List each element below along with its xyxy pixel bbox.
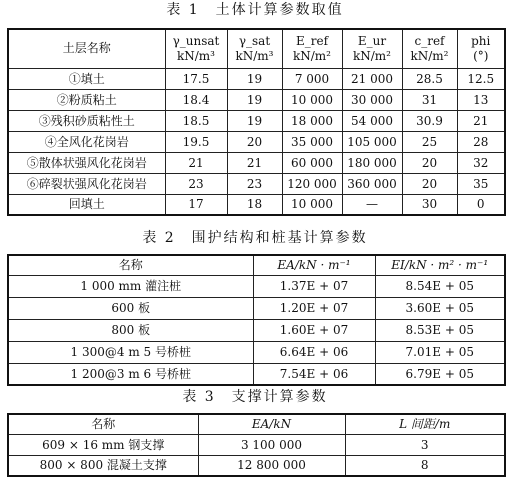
table-row xyxy=(8,194,505,215)
cell: 23 xyxy=(165,173,227,194)
cell: 8 xyxy=(345,455,505,476)
cell: 10 000 xyxy=(282,89,342,110)
col-header-name: 名称 xyxy=(8,414,198,434)
cell: 17.5 xyxy=(165,68,227,89)
retaining-structure-table xyxy=(7,254,506,386)
col-header-ea: EA/kN · m⁻¹ xyxy=(253,255,375,275)
cell: 19 xyxy=(227,89,282,110)
table-row xyxy=(8,434,505,455)
cell: 12 800 000 xyxy=(198,455,345,476)
table-row xyxy=(8,455,505,476)
cell-soil-name: ④全风化花岗岩 xyxy=(8,131,165,152)
support-parameters-table xyxy=(7,413,506,477)
col-header-ea: EA/kN xyxy=(198,414,345,434)
cell: 6.64E + 06 xyxy=(253,341,375,363)
cell-name: 1 200@3 m 6 号桥桩 xyxy=(8,363,253,385)
cell: 3 xyxy=(345,434,505,455)
cell: — xyxy=(342,194,402,215)
cell: 120 000 xyxy=(282,173,342,194)
table-row xyxy=(8,152,505,173)
cell: 31 xyxy=(402,89,457,110)
col-header-gamma-sat: γ_sat kN/m³ xyxy=(227,29,282,68)
table1-header-row xyxy=(8,29,505,68)
cell-name: 1 300@4 m 5 号桥桩 xyxy=(8,341,253,363)
cell: 21 xyxy=(457,110,505,131)
cell: 1.20E + 07 xyxy=(253,297,375,319)
cell: 8.54E + 05 xyxy=(375,275,505,297)
cell: 19 xyxy=(227,68,282,89)
col-header-ei: EI/kN · m² · m⁻¹ xyxy=(375,255,505,275)
col-header-phi: phi (°) xyxy=(457,29,505,68)
cell: 60 000 xyxy=(282,152,342,173)
cell: 21 xyxy=(227,152,282,173)
table-row xyxy=(8,297,505,319)
col-header-spacing: L 间距/m xyxy=(345,414,505,434)
table-row xyxy=(8,173,505,194)
cell: 7.01E + 05 xyxy=(375,341,505,363)
table2-caption: 表 2 围护结构和桩基计算参数 xyxy=(142,230,368,246)
cell: 10 000 xyxy=(282,194,342,215)
cell-name: 600 板 xyxy=(8,297,253,319)
cell: 30.9 xyxy=(402,110,457,131)
table-row xyxy=(8,131,505,152)
cell: 35 000 xyxy=(282,131,342,152)
cell: 20 xyxy=(227,131,282,152)
cell: 18 xyxy=(227,194,282,215)
table-row xyxy=(8,68,505,89)
col-header-soil-layer: 土层名称 xyxy=(8,29,165,68)
cell: 7 000 xyxy=(282,68,342,89)
cell-soil-name: ②粉质粘土 xyxy=(8,89,165,110)
cell: 180 000 xyxy=(342,152,402,173)
cell-soil-name: ⑤散体状强风化花岗岩 xyxy=(8,152,165,173)
table-row xyxy=(8,341,505,363)
cell: 1.37E + 07 xyxy=(253,275,375,297)
cell-soil-name: ⑥碎裂状强风化花岗岩 xyxy=(8,173,165,194)
col-header-name: 名称 xyxy=(8,255,253,275)
cell-name: 1 000 mm 灌注桩 xyxy=(8,275,253,297)
table-row xyxy=(8,110,505,131)
table1-caption: 表 1 土体计算参数取值 xyxy=(166,2,344,18)
cell: 6.79E + 05 xyxy=(375,363,505,385)
cell: 3.60E + 05 xyxy=(375,297,505,319)
cell-soil-name: 回填土 xyxy=(8,194,165,215)
cell-name: 800 × 800 混凝土支撑 xyxy=(8,455,198,476)
cell: 21 000 xyxy=(342,68,402,89)
cell: 3 100 000 xyxy=(198,434,345,455)
col-header-e-ur: E_ur kN/m² xyxy=(342,29,402,68)
table-row xyxy=(8,319,505,341)
cell: 18 000 xyxy=(282,110,342,131)
table-row xyxy=(8,363,505,385)
cell: 20 xyxy=(402,152,457,173)
cell: 12.5 xyxy=(457,68,505,89)
cell: 1.60E + 07 xyxy=(253,319,375,341)
cell: 19 xyxy=(227,110,282,131)
cell-soil-name: ①填土 xyxy=(8,68,165,89)
cell-name: 609 × 16 mm 钢支撑 xyxy=(8,434,198,455)
col-header-c-ref: c_ref kN/m² xyxy=(402,29,457,68)
table2-header-row xyxy=(8,255,505,275)
cell: 35 xyxy=(457,173,505,194)
cell: 21 xyxy=(165,152,227,173)
col-header-e-ref: E_ref kN/m² xyxy=(282,29,342,68)
cell: 18.5 xyxy=(165,110,227,131)
cell: 13 xyxy=(457,89,505,110)
cell: 360 000 xyxy=(342,173,402,194)
cell: 0 xyxy=(457,194,505,215)
cell: 23 xyxy=(227,173,282,194)
cell: 28 xyxy=(457,131,505,152)
cell: 54 000 xyxy=(342,110,402,131)
cell: 28.5 xyxy=(402,68,457,89)
col-header-gamma-unsat: γ_unsat kN/m³ xyxy=(165,29,227,68)
cell: 25 xyxy=(402,131,457,152)
cell: 32 xyxy=(457,152,505,173)
cell: 7.54E + 06 xyxy=(253,363,375,385)
table-row xyxy=(8,89,505,110)
soil-parameters-table xyxy=(7,28,506,216)
cell: 105 000 xyxy=(342,131,402,152)
table-row xyxy=(8,275,505,297)
cell: 17 xyxy=(165,194,227,215)
cell: 20 xyxy=(402,173,457,194)
cell: 30 xyxy=(402,194,457,215)
cell: 19.5 xyxy=(165,131,227,152)
table3-caption: 表 3 支撑计算参数 xyxy=(182,389,328,405)
cell: 8.53E + 05 xyxy=(375,319,505,341)
cell: 18.4 xyxy=(165,89,227,110)
cell-soil-name: ③残积砂质粘性土 xyxy=(8,110,165,131)
table3-header-row xyxy=(8,414,505,434)
cell-name: 800 板 xyxy=(8,319,253,341)
cell: 30 000 xyxy=(342,89,402,110)
